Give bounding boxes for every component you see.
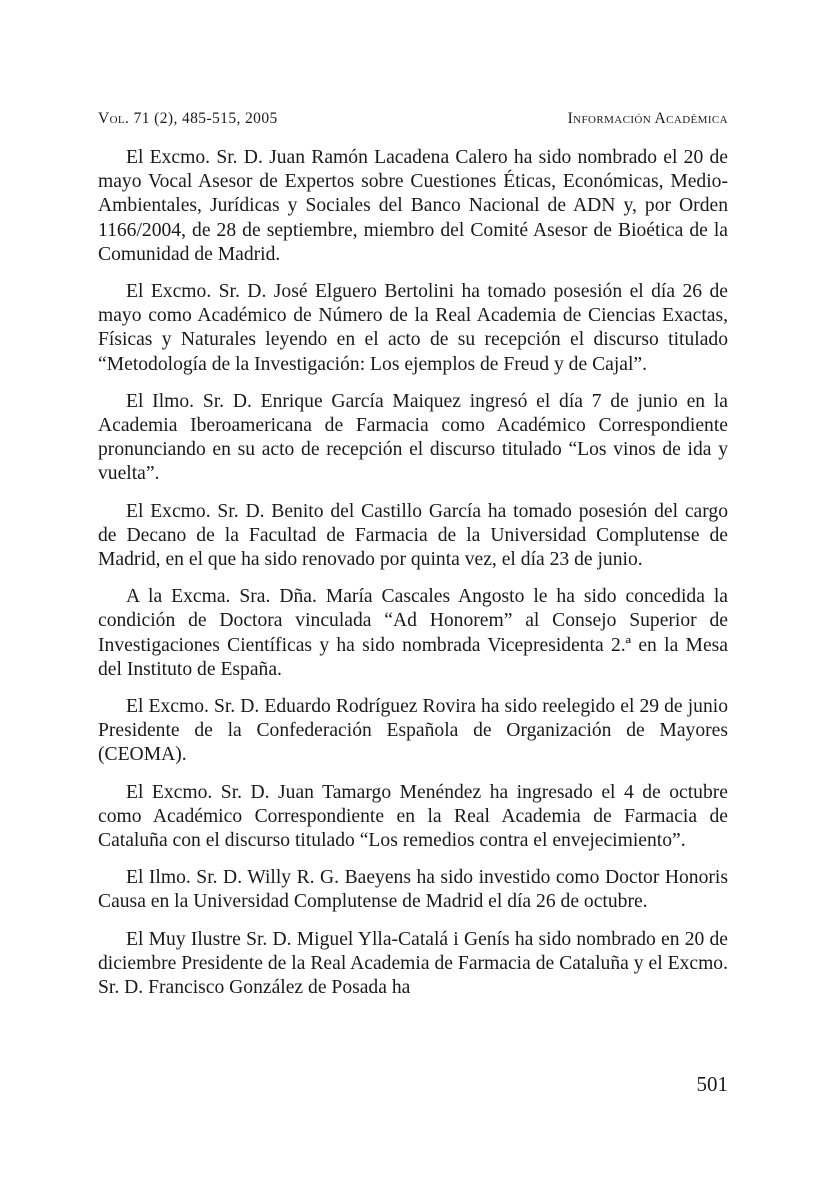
page-number: 501: [696, 1072, 728, 1096]
paragraph: El Excmo. Sr. D. Eduardo Rodríguez Rovira ha sido reelegido el 29 de junio Presidente de la Confederación Española de Organización de Mayores (CEOMA).: [98, 696, 728, 766]
paragraph: El Excmo. Sr. D. Juan Tamargo Menéndez ha ingresado el 4 de octubre como Académico Correspondiente en la Real Academia de Farmacia de Cataluña con el discurso titulado “Los remedios contra el envejecimiento”.: [98, 781, 728, 852]
paragraph: El Excmo. Sr. D. Juan Ramón Lacadena Calero ha sido nombrado el 20 de mayo Vocal Asesor de Expertos sobre Cuestiones Éticas, Económicas, Medio-Ambientales, Jurídicas y Sociales del Banco Nacional de ADN y, por Orden 1166/2004, de 28 de septiembre, miembro del Comité Asesor de Bioética de la Comunidad de Madrid.: [98, 147, 728, 265]
running-header: [98, 110, 728, 134]
paragraph: El Ilmo. Sr. D. Enrique García Maiquez ingresó el día 7 de junio en la Academia Iberoamericana de Farmacia como Académico Correspondiente pronunciando en su acto de recepción el discurso titulado “Los vinos de ida y vuelta”.: [98, 390, 728, 485]
section-title: Información Académica: [567, 110, 728, 127]
paragraph: El Excmo. Sr. D. Benito del Castillo García ha tomado posesión del cargo de Decano de la Facultad de Farmacia de la Universidad Complutense de Madrid, en el que ha sido renovado por quinta vez, el día 23 de junio.: [98, 500, 728, 571]
paragraph: El Excmo. Sr. D. José Elguero Bertolini ha tomado posesión el día 26 de mayo como Académico de Número de la Real Academia de Ciencias Exactas, Físicas y Naturales leyendo en el acto de su recepción el discurso titulado “Metodología de la Investigación: Los ejemplos de Freud y de Cajal”.: [98, 281, 728, 375]
paragraph: El Muy Ilustre Sr. D. Miguel Ylla-Catalá i Genís ha sido nombrado en 20 de diciembre Presidente de la Real Academia de Farmacia de Cataluña y el Excmo. Sr. D. Francisco González de Posada ha: [98, 928, 728, 999]
paragraph: El Ilmo. Sr. D. Willy R. G. Baeyens ha sido investido como Doctor Honoris Causa en la Universidad Complutense de Madrid el día 26 de octubre.: [98, 867, 728, 913]
article-body: [98, 146, 728, 1013]
journal-volume-info: Vol. 71 (2), 485-515, 2005: [98, 110, 278, 127]
paragraph: A la Excma. Sra. Dña. María Cascales Angosto le ha sido concedida la condición de Doctora vinculada “Ad Honorem” al Consejo Superior de Investigaciones Científicas y ha sido nombrada Vicepresidenta 2.ª en la Mesa del Instituto de España.: [98, 586, 728, 680]
